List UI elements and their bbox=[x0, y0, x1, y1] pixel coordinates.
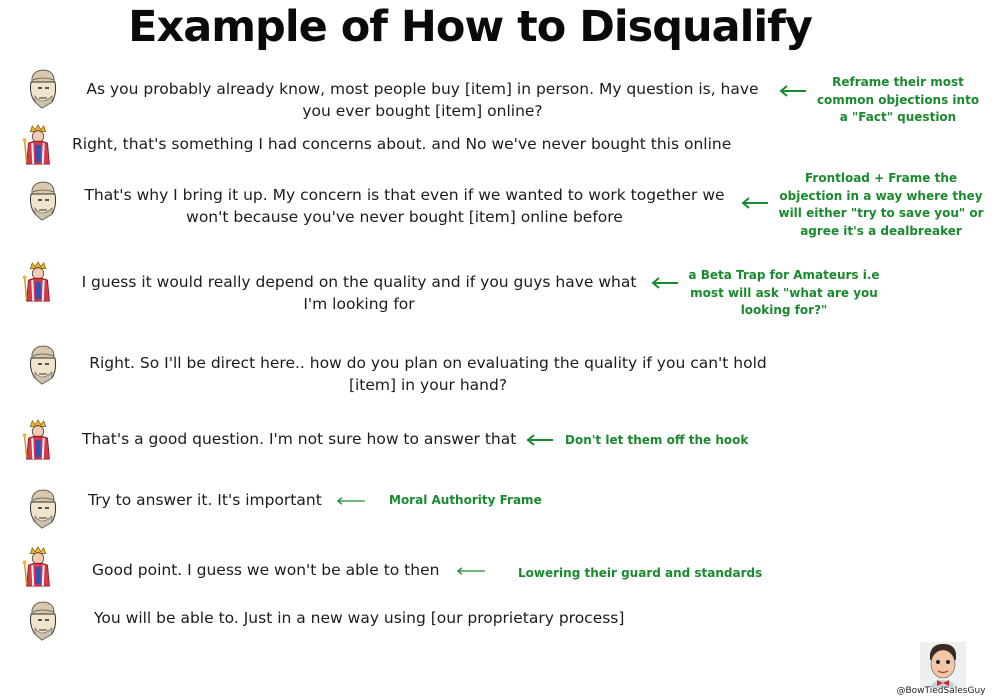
left-arrow-icon bbox=[336, 494, 366, 508]
salesman-avatar-icon bbox=[24, 344, 60, 386]
dialogue-line: I guess it would really depend on the quality and if you guys have what I'm looking for bbox=[81, 273, 637, 313]
annotation-beta-trap: a Beta Trap for Amateurs i.e most will ask "what are you looking for?" bbox=[688, 268, 880, 317]
prospect-avatar-icon bbox=[20, 261, 56, 303]
salesman-avatar-icon bbox=[24, 600, 60, 642]
salesman-avatar-icon bbox=[24, 180, 60, 222]
annotation-off-hook: Don't let them off the hook bbox=[565, 433, 749, 447]
salesman-avatar-icon bbox=[24, 488, 60, 530]
salesman-avatar-icon bbox=[24, 68, 60, 110]
dialogue-line: Right, that's something I had concerns about. and No we've never bought this online bbox=[72, 135, 732, 153]
annotation-lowering-guard: Lowering their guard and standards bbox=[518, 566, 763, 580]
dialogue-line: You will be able to. Just in a new way using [our proprietary process] bbox=[94, 609, 625, 627]
author-handle: @BowTiedSalesGuy bbox=[896, 686, 986, 696]
bowtie-guy-avatar-icon bbox=[918, 640, 968, 690]
dialogue-line: As you probably already know, most people buy [item] in person. My question is, have you ever bought [item] online? bbox=[86, 80, 759, 120]
page-title: Example of How to Disqualify bbox=[128, 2, 812, 52]
annotation-frontload: Frontload + Frame the objection in a way where they will either "try to save you" or agree it's a dealbreaker bbox=[778, 171, 984, 238]
dialogue-line: That's a good question. I'm not sure how to answer that bbox=[82, 430, 517, 448]
prospect-avatar-icon bbox=[20, 546, 56, 588]
dialogue-line: That's why I bring it up. My concern is that even if we wanted to work together we won't because you've never bought [item] online before bbox=[84, 186, 725, 226]
left-arrow-icon bbox=[778, 84, 808, 98]
left-arrow-icon bbox=[525, 433, 555, 447]
prospect-avatar-icon bbox=[20, 124, 56, 166]
dialogue-line: Good point. I guess we won't be able to then bbox=[92, 561, 440, 579]
dialogue-line: Right. So I'll be direct here.. how do you plan on evaluating the quality if you can't hold [item] in your hand? bbox=[89, 354, 767, 394]
annotation-moral-authority: Moral Authority Frame bbox=[389, 493, 542, 507]
left-arrow-icon bbox=[740, 196, 770, 210]
annotation-reframe: Reframe their most common objections into a "Fact" question bbox=[816, 75, 980, 124]
prospect-avatar-icon bbox=[20, 419, 56, 461]
dialogue-line: Try to answer it. It's important bbox=[88, 491, 322, 509]
left-arrow-icon bbox=[456, 564, 486, 578]
